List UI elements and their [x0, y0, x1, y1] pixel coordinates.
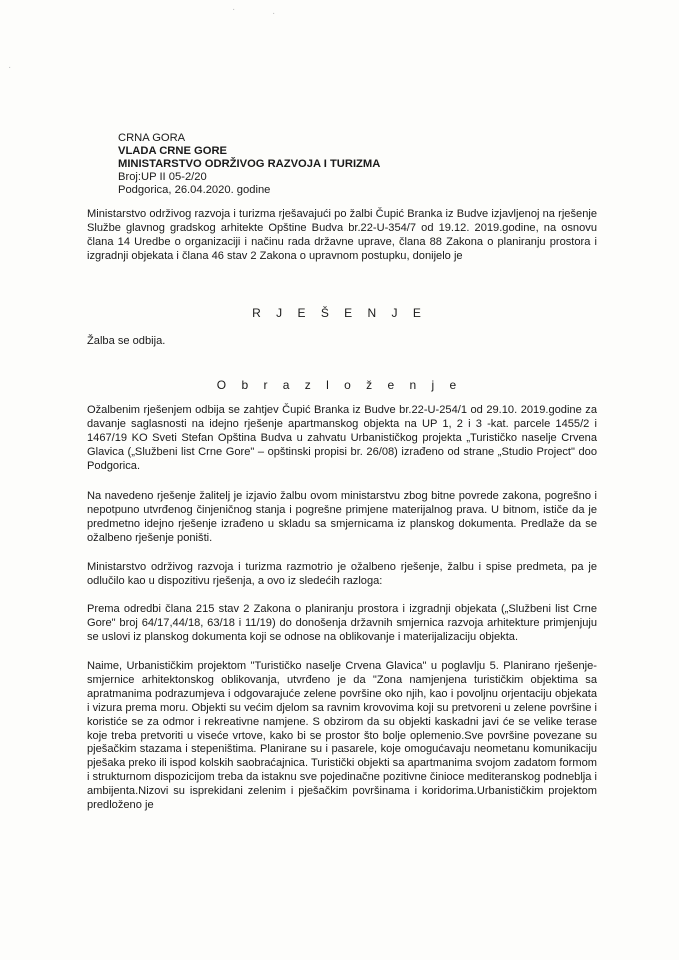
decision-text: Žalba se odbija.: [87, 335, 166, 347]
paragraph-4: Prema odredbi člana 215 stav 2 Zakona o planiranju prostora i izgradnji objekata („Službeni list Crne Gore" broj 64/17,44/18, 63/18 i 11/19) do donošenja državnih smjernica razvoja arhitekture primjenjuju se uslovi iz planskog dokumenta koji se odnose na oblikovanje i materijalizaciju objekta.: [87, 603, 597, 643]
paragraph-5: Naime, Urbanističkim projektom "Turističko naselje Crvena Glavica" u poglavlju 5. Planirano rješenje- smjernice arhitektonskog oblikovanja, utvrđeno je da "Zona namjenjena turističkim objektima sa apratmanima podrazumjeva i odgovarajuće zelene površine oko njih, kao i povoljnu orjentaciju objekata i vizura prema moru. Objekti su većim djelom sa ravnim krovovima koji su pretvoreni u zelene površine i koristiće se za odmor i rekreativne namjene. S obzirom da su objekti kaskadni javi će se velike terase koje treba pretvoriti u viseće vrtove, kako bi se prostor što bolje oplemenio.Sve površine povezane su pješačkim stazama i stepeništima. Planirane su i pasarele, koje omogućavaju neometanu komunikaciju pješaka preko ili ispod kolskih saobraćajnica. Turistički objekti sa apartmanima svojom zadatom formom i strukturnom dispozicijom treba da istaknu sve pojedinačne pozitivne činioce mediteranskog podneblja i ambijenta.Nizovi su isprekidani zelenim i pješačkim površinama i koridorima.Urbanističkim projektom predloženo je: [87, 660, 597, 812]
paragraph-3: Ministarstvo održivog razvoja i turizma razmotrio je ožalbeno rješenje, žalbu i spise predmeta, pa je odlučilo kao u dispozitivu rješenja, a ovo iz sledećih razloga:: [87, 561, 597, 587]
header-case-number: Broj:UP II 05-2/20: [118, 171, 207, 183]
reasoning-title: O b r a z l o ž e n j e: [216, 378, 463, 392]
scan-artifact-mark: ·: [232, 4, 236, 15]
header-ministry: MINISTARSTVO ODRŽIVOG RAZVOJA I TURIZMA: [118, 158, 381, 170]
header-government: VLADA CRNE GORE: [118, 145, 227, 157]
intro-paragraph: Ministarstvo održivog razvoja i turizma rješavajući po žalbi Čupić Branka iz Budve izjavljenoj na rješenje Službe glavnog gradskog arhitekte Opštine Budva br.22-U-354/7 od 19.12. 2019.godine, na osnovu člana 14 Uredbe o organizaciji i načinu rada državne uprave, člana 88 Zakona o planiranju prostora i izgradnji objekata i člana 46 stav 2 Zakona o upravnom postupku, donijelo je: [87, 208, 597, 262]
header-country: CRNA GORA: [118, 132, 186, 144]
document-header: [118, 132, 380, 197]
header-place-date: Podgorica, 26.04.2020. godine: [118, 184, 271, 196]
paragraph-1: Ožalbenim rješenjem odbija se zahtjev Čupić Branka iz Budve br.22-U-254/1 od 29.10. 2019.godine za davanje saglasnosti na idejno rješenje apartmanskog objekta na UP 1, 2 i 3 -kat. parcele 1455/2 i 1467/19 KO Sveti Stefan Opština Budva u zahvatu Urbanističkog projekta „Turističko naselje Crvena Glavica („Službeni list Crne Gore" – opštinski propisi br. 26/08) izrađeno od strane „Studio Project" doo Podgorica.: [87, 404, 597, 472]
scan-artifact-mark: ·: [8, 62, 12, 73]
scan-artifact-mark: ·: [272, 8, 276, 19]
decision-title: R J E Š E N J E: [252, 306, 427, 320]
paragraph-2: Na navedeno rješenje žalitelj je izjavio žalbu ovom ministarstvu zbog bitne povrede zakona, pogrešno i nepotpuno utvrđenog činjeničnog stanja i pogrešne primjene materijalnog prava. U bitnom, ističe da je predmetno idejno rješenje izrađeno u skladu sa smjernicama iz planskog dokumenta. Predlaže da se ožalbeno rješenje poništi.: [87, 490, 597, 544]
